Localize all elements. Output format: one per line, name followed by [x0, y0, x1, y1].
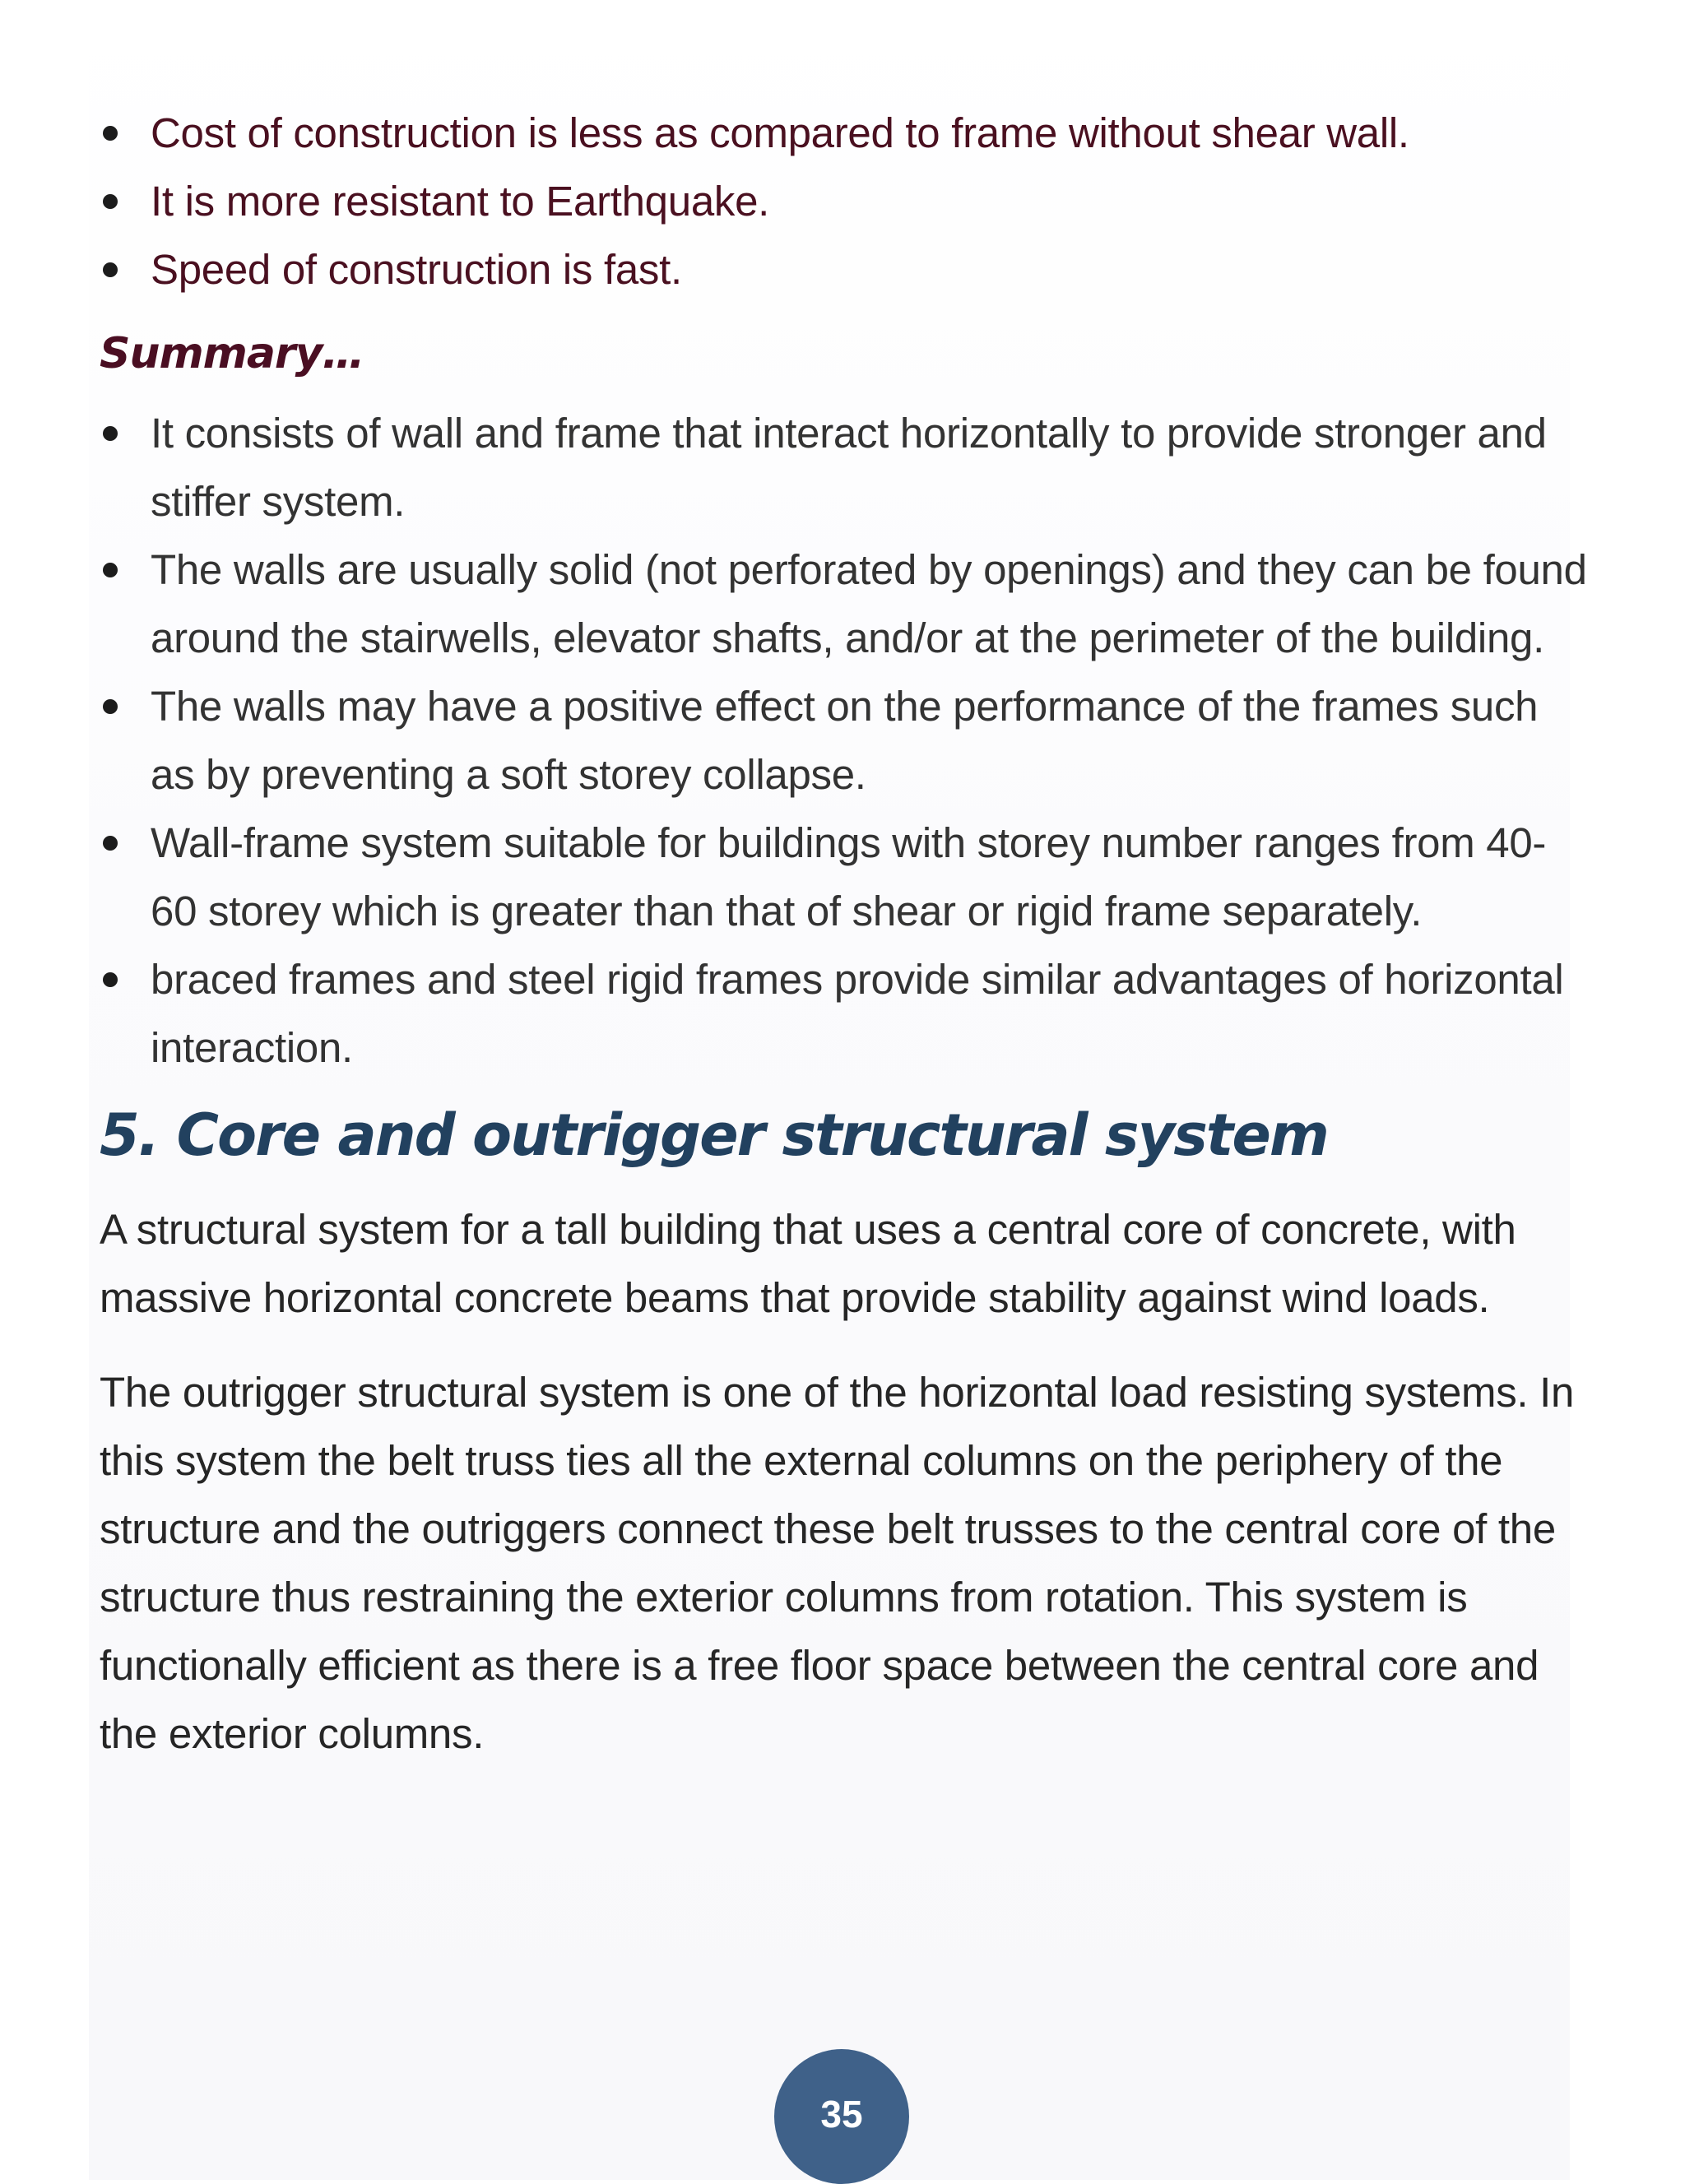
list-item [100, 672, 1589, 809]
section-paragraph: The outrigger structural system is one of the horizontal load resisting systems. In this system the belt truss ties all the external columns on the periphery of the structure and the outriggers connect these belt trusses to the central core of the structure thus restraining the exterior columns from rotation. This system is functionally efficient as there is a free floor space between the central core and the exterior columns. [100, 1369, 1575, 1757]
list-item-text: Wall-frame system suitable for buildings with storey number ranges from 40-60 storey which is greater than that of shear or rigid frame separately. [151, 819, 1547, 934]
list-item-text: Speed of construction is fast. [151, 246, 682, 293]
bullet-icon [103, 262, 118, 277]
list-item [100, 536, 1589, 672]
list-item-text: The walls may have a positive effect on the performance of the frames such as by preventing a soft storey collapse. [151, 683, 1539, 798]
page-content [100, 99, 1589, 1794]
bullet-icon [103, 126, 118, 141]
bullet-icon [103, 426, 118, 441]
list-item-text: It is more resistant to Earthquake. [151, 178, 770, 225]
bullet-icon [103, 563, 118, 577]
advantages-list [100, 99, 1589, 304]
list-item-text: The walls are usually solid (not perforated by openings) and they can be found around the stairwells, elevator shafts, and/or at the perimeter of the building. [151, 546, 1587, 661]
list-item [100, 399, 1589, 536]
list-item [100, 809, 1589, 945]
list-item [100, 235, 1589, 304]
list-item [100, 99, 1589, 167]
list-item-text: Cost of construction is less as compared to frame without shear wall. [151, 109, 1409, 156]
page-number: 35 [820, 2093, 863, 2135]
section-paragraph: A structural system for a tall building that uses a central core of concrete, with massive horizontal concrete beams that provide stability against wind loads. [100, 1206, 1516, 1321]
summary-list [100, 399, 1589, 1082]
list-item-text: It consists of wall and frame that interact horizontally to provide stronger and stiffer system. [151, 410, 1547, 525]
bullet-icon [103, 836, 118, 851]
page-number-badge [774, 2049, 909, 2184]
list-item [100, 945, 1589, 1082]
section-title: 5. Core and outrigger structural system [100, 1101, 1328, 1169]
summary-heading: Summary… [100, 329, 364, 378]
list-item [100, 167, 1589, 235]
list-item-text: braced frames and steel rigid frames provide similar advantages of horizontal interaction. [151, 956, 1564, 1071]
bullet-icon [103, 699, 118, 714]
bullet-icon [103, 972, 118, 987]
bullet-icon [103, 194, 118, 209]
